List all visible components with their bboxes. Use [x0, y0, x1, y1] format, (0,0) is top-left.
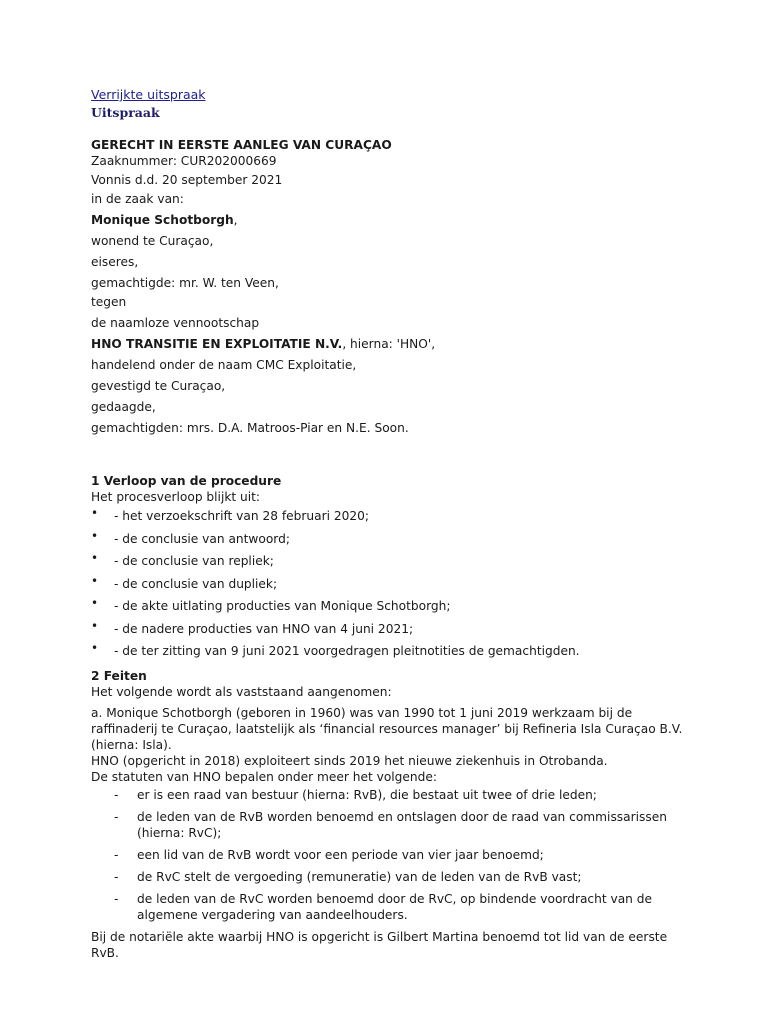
dash-icon: - [114, 870, 119, 884]
enriched-verdict-link[interactable]: Verrijkte uitspraak [91, 87, 206, 102]
plaintiff-counsel: gemachtigde: mr. W. ten Veen, [91, 276, 279, 290]
defendant-seat: gevestigd te Curaçao, [91, 379, 226, 393]
list-item: • - de conclusie van repliek; [91, 551, 274, 568]
list-item: • - het verzoekschrift van 28 februari 2020; [91, 506, 369, 523]
verdict-heading: Uitspraak [91, 105, 160, 120]
verdict-date: Vonnis d.d. 20 september 2021 [91, 173, 283, 187]
list-item: • - de conclusie van dupliek; [91, 573, 278, 591]
defendant-counsel: gemachtigden: mrs. D.A. Matroos-Piar en N.E. Soon. [91, 421, 409, 435]
list-item: - er is een raad van bestuur (hierna: RvB), die bestaat uit twee of drie leden; [114, 788, 597, 802]
dash-icon: - [114, 848, 119, 862]
procedure-intro: Het procesverloop blijkt uit: [91, 490, 261, 504]
list-item: - de leden van de RvB worden benoemd en ontslagen door de raad van commissarissen (hierna: RvC); [114, 810, 667, 840]
defendant-line [91, 336, 691, 352]
bullet-icon: • [91, 573, 99, 588]
list-item: • - de conclusie van antwoord; [91, 528, 290, 546]
facts-heading: 2 Feiten [91, 669, 147, 683]
bullet-icon: • [91, 506, 99, 520]
document-page [91, 86, 691, 961]
procedure-heading: 1 Verloop van de procedure [91, 474, 282, 488]
court-name: GERECHT IN EERSTE AANLEG VAN CURAÇAO [91, 138, 392, 152]
defendant-name-suffix: , hierna: 'HNO', [342, 337, 436, 351]
dash-icon: - [114, 892, 119, 906]
versus-label: tegen [91, 295, 127, 309]
case-number: Zaaknummer: CUR202000669 [91, 154, 277, 168]
bullet-icon: • [91, 528, 99, 543]
dash-icon: - [114, 788, 119, 802]
defendant-name: HNO TRANSITIE EN EXPLOITATIE N.V. [91, 337, 343, 351]
in-case-label: in de zaak van: [91, 192, 184, 206]
list-item: - de leden van de RvC worden benoemd door de RvC, op bindende voordracht van de algemene vergadering van aandeelhouders. [114, 892, 653, 922]
plaintiff-name: Monique Schotborgh [91, 213, 234, 227]
facts-paragraph-a: a. Monique Schotborgh (geboren in 1960) was van 1990 tot 1 juni 2019 werkzaam bij de raffinaderij te Curaçao, laatstelijk als ‘financial resources manager’ bij Refineria Isla Curaçao B.V. (hierna: Isla). [91, 706, 683, 752]
plaintiff-residence: wonend te Curaçao, [91, 234, 214, 248]
procedure-list [91, 508, 691, 659]
defendant-role: gedaagde, [91, 400, 156, 414]
bullet-icon: • [91, 551, 99, 565]
statutes-list [91, 787, 691, 923]
list-item: • - de ter zitting van 9 juni 2021 voorgedragen pleitnotities de gemachtigden. [91, 641, 580, 658]
bullet-icon: • [91, 641, 99, 655]
list-item: • - de nadere producties van HNO van 4 juni 2021; [91, 618, 414, 636]
plaintiff-name-suffix: , [233, 213, 238, 227]
facts-intro: Het volgende wordt als vaststaand aangenomen: [91, 685, 392, 699]
bullet-icon: • [91, 618, 99, 633]
statutes-intro: De statuten van HNO bepalen onder meer het volgende: [91, 770, 437, 784]
plaintiff-role: eiseres, [91, 255, 139, 269]
facts-paragraph-hno: HNO (opgericht in 2018) exploiteert sinds 2019 het nieuwe ziekenhuis in Otrobanda. [91, 754, 608, 768]
plaintiff-line [91, 212, 691, 228]
list-item: - de RvC stelt de vergoeding (remuneratie) van de leden van de RvB vast; [114, 870, 582, 884]
bullet-icon: • [91, 596, 99, 610]
facts-closing: Bij de notariële akte waarbij HNO is opgericht is Gilbert Martina benoemd tot lid van de eerste RvB. [91, 930, 668, 960]
defendant-tradename: handelend onder de naam CMC Exploitatie, [91, 358, 357, 372]
defendant-type: de naamloze vennootschap [91, 316, 260, 330]
list-item: - een lid van de RvB wordt voor een periode van vier jaar benoemd; [114, 848, 544, 862]
list-item: • - de akte uitlating producties van Monique Schotborgh; [91, 596, 451, 613]
dash-icon: - [114, 810, 119, 824]
